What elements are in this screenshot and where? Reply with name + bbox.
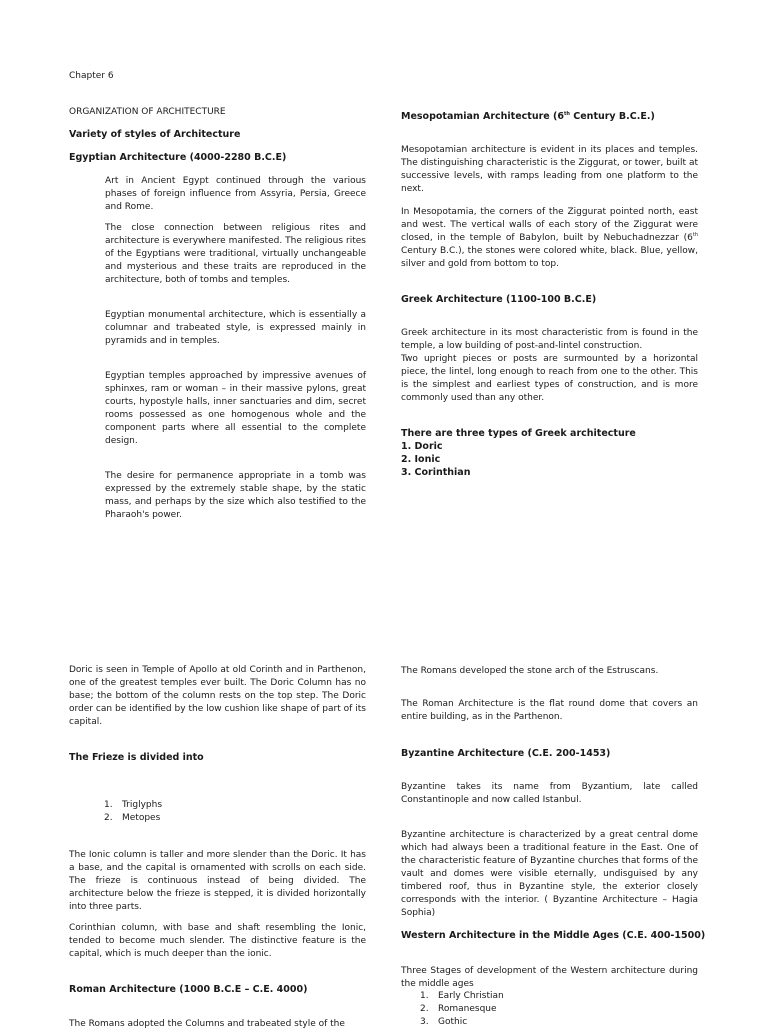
egyptian-heading: Egyptian Architecture (4000-2280 B.C.E) [69,152,287,163]
list-item: 2. Metopes [104,813,161,823]
organization-title: ORGANIZATION OF ARCHITECTURE [69,107,226,117]
list-item: 2. Romanesque [420,1004,497,1014]
ionic-paragraph: The Ionic column is taller and more slender than the Doric. It has a base, and the capital is ornamented with scrolls on each side. The frieze is continuous instead of being divided. The architecture below the frieze is stepped, it is divided horizontally into three parts. [69,850,366,912]
greek-paragraph-2: Two upright pieces or posts are surmounted by a horizontal piece, the lintel, long enough to reach from one to the other. This is the simplest and earliest types of construction, and is more commonly used than any other. [401,354,698,403]
frieze-list [104,799,162,825]
greek-type-item: 1. Doric [401,441,443,452]
greek-heading: Greek Architecture (1100-100 B.C.E) [401,294,597,305]
doric-paragraph: Doric is seen in Temple of Apollo at old Corinth and in Parthenon, one of the greatest temples ever built. The Doric Column has no base; the bottom of the column rests on the top step. The Doric order can be identified by the low cushion like shape of part of its capital. [69,665,366,727]
list-item: 1. Triglyphs [104,800,163,810]
greek-types-list [401,427,636,479]
egyptian-paragraph-4: Egyptian temples approached by impressive avenues of sphinxes, ram or woman – in their massive pylons, great courts, hypostyle halls, inner sanctuaries and dim, secret rooms possessed as one homogenous whole and the component parts where all essential to the complete design. [105,371,366,446]
greek-paragraph-1: Greek architecture in its most characteristic from is found in the temple, a low building of post-and-lintel construction. [401,328,698,351]
egyptian-paragraph-2: The close connection between religious rites and architecture is everywhere manifested. The religious rites of the Egyptians were traditional, virtually unchangeable and mysterious and these traits are reproduced in the architecture, both of tombs and temples. [105,223,366,285]
western-paragraph: Three Stages of development of the Western architecture during the middle ages [401,966,698,989]
roman-arch-paragraph: The Romans developed the stone arch of the Estruscans. [401,666,659,676]
egyptian-paragraph-3: Egyptian monumental architecture, which is essentially a columnar and trabeated style, is expressed mainly in pyramids and in temples. [105,310,366,346]
roman-dome-paragraph: The Roman Architecture is the flat round dome that covers an entire building, as in the Parthenon. [401,699,698,722]
list-item: 1. Early Christian [420,991,504,1001]
greek-type-item: 3. Corinthian [401,467,471,478]
list-item: 3. Gothic [420,1017,468,1027]
mesopotamian-paragraph-2: In Mesopotamia, the corners of the Ziggurat pointed north, east and west. The vertical walls of each story of the Ziggurat were closed, in the temple of Babylon, built by Nebuchadnezzar (6th Century B.C.), the stones were colored white, black. Blue, yellow, silver and gold from bottom to top. [401,207,698,269]
roman-heading: Roman Architecture (1000 B.C.E – C.E. 4000) [69,984,308,995]
greek-type-item: 2. Ionic [401,454,441,465]
greek-types-title: There are three types of Greek architecture [401,428,636,439]
mesopotamian-heading: Mesopotamian Architecture (6th Century B.C.E.) [401,110,655,122]
egyptian-paragraph-5: The desire for permanence appropriate in a tomb was expressed by the extremely stable shape, by the static mass, and perhaps by the size which also testified to the Pharaoh's power. [105,471,366,520]
roman-paragraph-cut: The Romans adopted the Columns and trabeated style of the [69,1019,345,1029]
frieze-heading: The Frieze is divided into [69,752,204,763]
egyptian-paragraph-1: Art in Ancient Egypt continued through the various phases of foreign influence from Assyria, Persia, Greece and Rome. [105,176,366,212]
western-stages-list [420,990,504,1029]
mesopotamian-paragraph-1: Mesopotamian architecture is evident in its places and temples. The distinguishing characteristic is the Ziggurat, or tower, built at successive levels, with ramps leading from one platform to the next. [401,145,698,194]
western-heading: Western Architecture in the Middle Ages (C.E. 400-1500) [401,930,706,941]
chapter-label: Chapter 6 [69,71,114,81]
corinthian-paragraph: Corinthian column, with base and shaft resembling the Ionic, tended to become much slender. The distinctive feature is the capital, which is much deeper than the ionic. [69,923,366,959]
byzantine-heading: Byzantine Architecture (C.E. 200-1453) [401,748,611,759]
byzantine-paragraph-2: Byzantine architecture is characterized by a great central dome which had always been a traditional feature in the East. One of the characteristic feature of Byzantine churches that forms of the vault and domes were visible eternally, undisguised by any timbered roof, thus in Byzantine style, the exterior closely corresponds with the interior. ( Byzantine Architecture – Hagia Sophia) [401,830,698,918]
byzantine-paragraph-1: Byzantine takes its name from Byzantium, late called Constantinople and now called Istanbul. [401,782,698,805]
variety-heading: Variety of styles of Architecture [69,129,241,140]
